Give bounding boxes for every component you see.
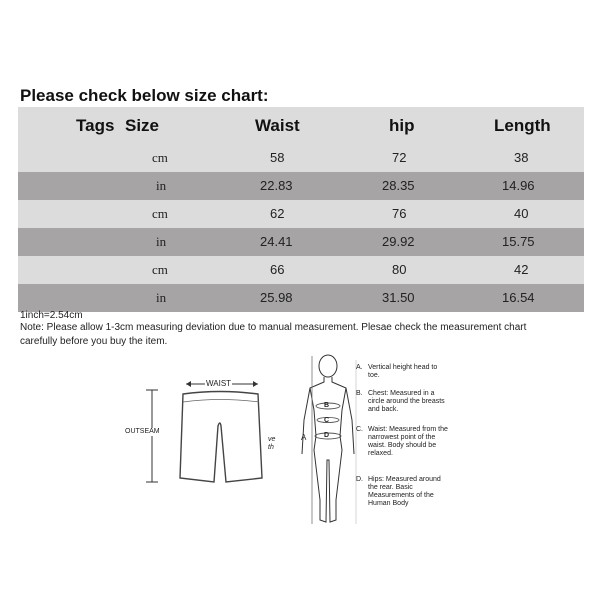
waist-cell: 66 [270,262,285,277]
unit-cell: in [156,234,167,249]
outseam-label: OUTSEAM [125,428,160,435]
waist-arrow-right-head [253,381,258,387]
length-cell: 40 [514,206,529,221]
legend-d-text: Hips: Measured around the rear. Basic Measurements of the Human Body [368,476,441,507]
waist-cell: 22.83 [260,178,293,193]
hip-cell: 31.50 [382,290,415,305]
side-text: ve th [268,436,276,451]
length-cell: 38 [514,150,529,165]
unit-cell: cm [152,206,168,221]
hip-cell: 28.35 [382,178,415,193]
waist-cell: 25.98 [260,290,293,305]
legend-a-text: Vertical height head to toe. [368,364,438,379]
letter-a: A [301,433,307,442]
measurement-note-line2: carefully before you buy the item. [20,336,168,347]
header-hip: hip [389,116,415,135]
waist-cell: 62 [270,206,285,221]
head-shape [319,355,337,377]
hip-cell: 76 [392,206,407,221]
table-row [18,228,584,256]
waist-label: WAIST [206,379,232,388]
legend-d-letter: D. [356,476,363,483]
table-row [18,284,584,312]
unit-cell: cm [152,150,168,165]
legend-c-letter: C. [356,426,363,433]
length-cell: 16.54 [502,290,535,305]
unit-cell: in [156,290,167,305]
header-waist: Waist [255,116,300,135]
table-row [18,172,584,200]
waist-arrow-left-head [186,381,191,387]
letter-d: D [324,432,330,439]
table-header-row [18,107,584,144]
table-row [18,256,584,284]
hip-cell: 80 [392,262,407,277]
shorts-waistband [183,400,259,403]
unit-cell: cm [152,262,168,277]
header-tags: Tags [76,116,115,135]
unit-cell: in [156,178,167,193]
length-cell: 14.96 [502,178,535,193]
conversion-note: 1inch=2.54cm [20,310,83,321]
size-chart-table [18,107,584,312]
length-cell: 15.75 [502,234,535,249]
legend-b-letter: B. [356,390,363,397]
length-cell: 42 [514,262,529,277]
shorts-illustration [0,350,300,540]
header-size: Size [125,116,160,135]
header-length: Length [494,116,551,135]
size-chart-heading: Please check below size chart: [20,86,269,105]
legend-c-text: Waist: Measured from the narrowest point of the waist. Body should be relaxed. [368,426,448,457]
letter-b: B [324,402,330,409]
letter-c: C [324,417,330,424]
hip-cell: 72 [392,150,407,165]
hip-cell: 29.92 [382,234,415,249]
measurement-note-line1: Note: Please allow 1-3cm measuring deviation due to manual measurement. Plesae check the measurement chart [20,322,527,333]
waist-cell: 58 [270,150,285,165]
legend-a-letter: A. [356,364,363,371]
table-body [18,144,584,312]
table-row [18,144,584,172]
legend-b-text: Chest: Measured in a circle around the breasts and back. [368,390,445,413]
measurement-diagram [0,350,600,540]
table-row [18,200,584,228]
shorts-outline [180,392,262,483]
waist-cell: 24.41 [260,234,293,249]
